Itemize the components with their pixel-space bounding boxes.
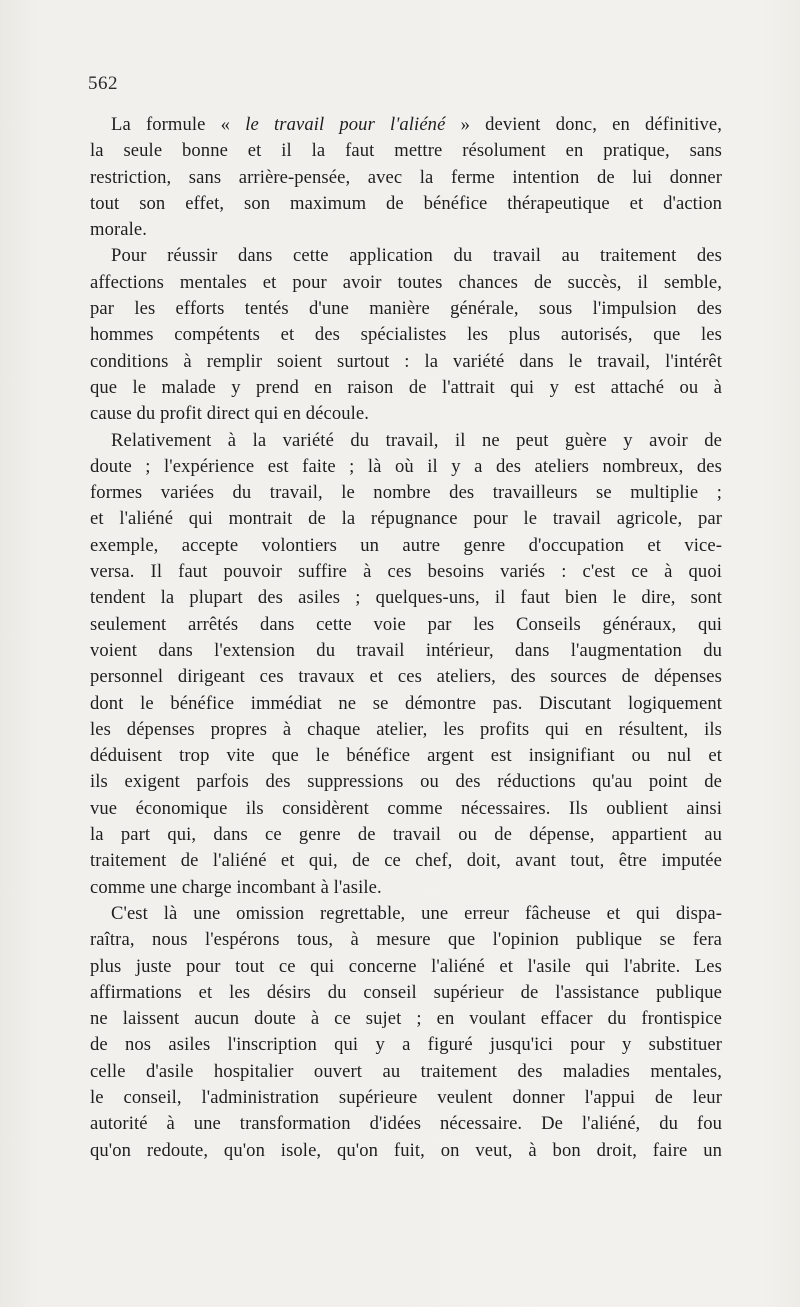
text-line: hommes compétents et des spécialistes les plus autorisés, que les	[90, 324, 722, 346]
text-line: C'est là une omission regrettable, une erreur fâcheuse et qui dispa-	[111, 902, 722, 924]
text-line: et l'aliéné qui montrait de la répugnance pour le travail agricole, par	[90, 508, 722, 530]
text-line: qu'on redoute, qu'on isole, qu'on fuit, on veut, à bon droit, faire un	[90, 1139, 722, 1161]
text-line: Relativement à la variété du travail, il ne peut guère y avoir de	[111, 429, 722, 451]
text-line: dont le bénéfice immédiat ne se démontre pas. Discutant logiquement	[90, 692, 722, 714]
text-line: ne laissent aucun doute à ce sujet ; en voulant effacer du frontispice	[90, 1008, 722, 1030]
body-text	[90, 112, 722, 1164]
text-line: affirmations et les désirs du conseil supérieur de l'assistance publique	[90, 981, 722, 1003]
text-line: morale.	[90, 219, 147, 241]
text-line	[90, 112, 722, 138]
italic-phrase: le travail pour l'aliéné	[245, 114, 446, 135]
text-line: la seule bonne et il la faut mettre résolument en pratique, sans	[90, 140, 722, 162]
text-line: seulement arrêtés dans cette voie par les Conseils généraux, qui	[90, 613, 722, 635]
text-line: le conseil, l'administration supérieure veulent donner l'appui de leur	[90, 1086, 722, 1108]
text-line: vue économique ils considèrent comme nécessaires. Ils oublient ainsi	[90, 797, 722, 819]
text-line: par les efforts tentés d'une manière générale, sous l'impulsion des	[90, 298, 722, 320]
text-line: autorité à une transformation d'idées nécessaire. De l'aliéné, du fou	[90, 1113, 722, 1135]
text-line: exemple, accepte volontiers un autre genre d'occupation et vice-	[90, 534, 722, 556]
text-line: ils exigent parfois des suppressions ou des réductions qu'au point de	[90, 771, 722, 793]
text-line: formes variées du travail, le nombre des travailleurs se multiplie ;	[90, 482, 722, 504]
text-line: voient dans l'extension du travail intérieur, dans l'augmentation du	[90, 639, 722, 661]
paragraph	[90, 901, 722, 1164]
text-line: comme une charge incombant à l'asile.	[90, 876, 382, 898]
text-line: déduisent trop vite que le bénéfice argent est insignifiant ou nul et	[90, 745, 722, 767]
text-line: tout son effet, son maximum de bénéfice thérapeutique et d'action	[90, 192, 722, 214]
text-line: cause du profit direct qui en découle.	[90, 403, 369, 425]
text-line: de nos asiles l'inscription qui y a figuré jusqu'ici pour y substituer	[90, 1034, 722, 1056]
text-run: » devient donc, en définitive,	[445, 114, 723, 135]
text-line: affections mentales et pour avoir toutes chances de succès, il semble,	[90, 271, 722, 293]
text-line: doute ; l'expérience est faite ; là où il y a des ateliers nombreux, des	[90, 455, 722, 477]
text-line: personnel dirigeant ces travaux et ces ateliers, des sources de dépenses	[90, 666, 722, 688]
text-line: Pour réussir dans cette application du travail au traitement des	[111, 245, 722, 267]
text-line: celle d'asile hospitalier ouvert au traitement des maladies mentales,	[90, 1060, 722, 1082]
text-run: La formule «	[111, 114, 246, 135]
text-line: traitement de l'aliéné et qui, de ce chef, doit, avant tout, être imputée	[90, 850, 722, 872]
paragraph	[90, 428, 722, 901]
text-line: restriction, sans arrière-pensée, avec la ferme intention de lui donner	[90, 166, 722, 188]
paragraph	[90, 112, 722, 243]
paragraph	[90, 243, 722, 427]
text-line: conditions à remplir soient surtout : la variété dans le travail, l'intérêt	[90, 350, 722, 372]
text-line: versa. Il faut pouvoir suffire à ces besoins variés : c'est ce à quoi	[90, 561, 722, 583]
text-line: raîtra, nous l'espérons tous, à mesure que l'opinion publique se fera	[90, 929, 722, 951]
text-line: que le malade y prend en raison de l'attrait qui y est attaché ou à	[90, 376, 722, 398]
text-line: plus juste pour tout ce qui concerne l'aliéné et l'asile qui l'abrite. Les	[90, 955, 722, 977]
page-number: 562	[88, 73, 118, 94]
text-line: les dépenses propres à chaque atelier, les profits qui en résultent, ils	[90, 718, 722, 740]
text-line: la part qui, dans ce genre de travail ou de dépense, appartient au	[90, 824, 722, 846]
text-line: tendent la plupart des asiles ; quelques-uns, il faut bien le dire, sont	[90, 587, 722, 609]
